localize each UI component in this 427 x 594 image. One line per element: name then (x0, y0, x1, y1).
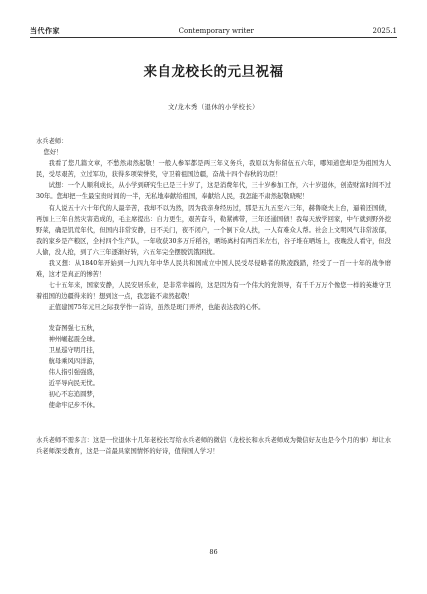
poem-line: 初心不忘追圆梦， (48, 391, 99, 399)
magazine-name: 当代作家 (30, 26, 60, 35)
editor-note (36, 435, 391, 457)
issue-number: 2025.1 (372, 27, 397, 35)
article-body (36, 136, 391, 457)
paragraph: 七十五年来，国家安静，人民安居乐业，是非常幸福的，这是因为有一个伟大的党领导，有千千万万个像您一样的英雄守卫着祖国的边疆得来的！想到这一点，我怎能不肃然起敬！ (36, 282, 391, 301)
poem-line: 航母乘风四洋游， (48, 357, 99, 365)
poem-line: 发奋图强七五秋， (48, 324, 99, 332)
salutation: 水兵老师： (36, 138, 68, 145)
poem-line: 使命牢记步不休。 (48, 402, 99, 410)
journal-name: Contemporary writer (178, 27, 254, 35)
header-divider (30, 37, 397, 38)
greeting: 您好！ (43, 149, 63, 157)
article-author: 文/龙木秀（退休的小学校长） (168, 103, 259, 111)
paragraph: 有人说五十六十年代的人最辛苦，我却不以为然，因为我亲身经历过，那是五九五至六三年，赫鲁晓夫上台，逼着还国债，再加上三年自然灾害造成的，毛主席提出：自力更生，艰苦奋斗，勒紧裤带，三年还通国债！我每天放学回家，中午就到野外挖野菜，确是饥荒年代，但国内非常安静，日不关门，夜不闭户，一个倒下众人扶，一人有难众人帮。社会上文明风气非常浓郁，我的家乡是产粮区，全村四个生产队，一年收获30多万斤稻谷，晒场离村有两百米左右，谷子堆在晒场上，夜晚没人看守，但没人偷，没人抢，到了六三年逐渐好转，六五年完全摆脱饥饿困扰。 (36, 204, 391, 256)
editor-note-text: 水兵老师不需多言：这是一位退休十几年老校长写给水兵老师的微信（龙校长和水兵老师成为微信好友也是今个月的事）却让水兵老师深受教育，这是一首最具家国情怀的好诗，值得国人学习！ (36, 437, 391, 456)
poem-line: 神州崛起震全球。 (48, 335, 99, 343)
paragraph: 正值建国75年元旦之际我学作一首诗，虽然是斑门弄斧，也能表达我的心怀。 (48, 304, 265, 312)
poem (36, 323, 391, 412)
running-header (30, 26, 397, 36)
poem-line: 伟人指引强强盛， (48, 368, 99, 376)
poem-line: 近平导向民无忧。 (48, 379, 99, 387)
paragraph: 我又想：从1840年开始到一九四九年中华人民共和国成立中国人民受尽侵略者的欺凌践踏，经受了一百一十年的战争磨难，这才是真正的惨苦！ (36, 260, 391, 279)
paragraph: 我看了您几篇文章，不愁然肃然起敬！一般人参军都是两三年义务兵，我原以为你留伍五六年，哪知道您却是为祖国为人民，受尽艰苦，立过军功，获得多项荣誉奖，守卫着祖国边疆，奋战十四个春秋的功臣！ (36, 160, 391, 179)
article-title: 来自龙校长的元旦祝福 (143, 64, 284, 80)
paragraph: 试想：一个人顺利成长，从小学到研究生已是三十岁了，这是消费年代，三十岁参加工作，六十岁退休，创造财富时间不过30年。您却把一生最宝贵时间的一半，无私地奉献给祖国，奉献给人民，我怎能不肃然起敬晓呢！ (36, 182, 391, 201)
page-number: 86 (209, 548, 218, 556)
poem-line: 卫星巡守明月挂， (48, 346, 99, 354)
